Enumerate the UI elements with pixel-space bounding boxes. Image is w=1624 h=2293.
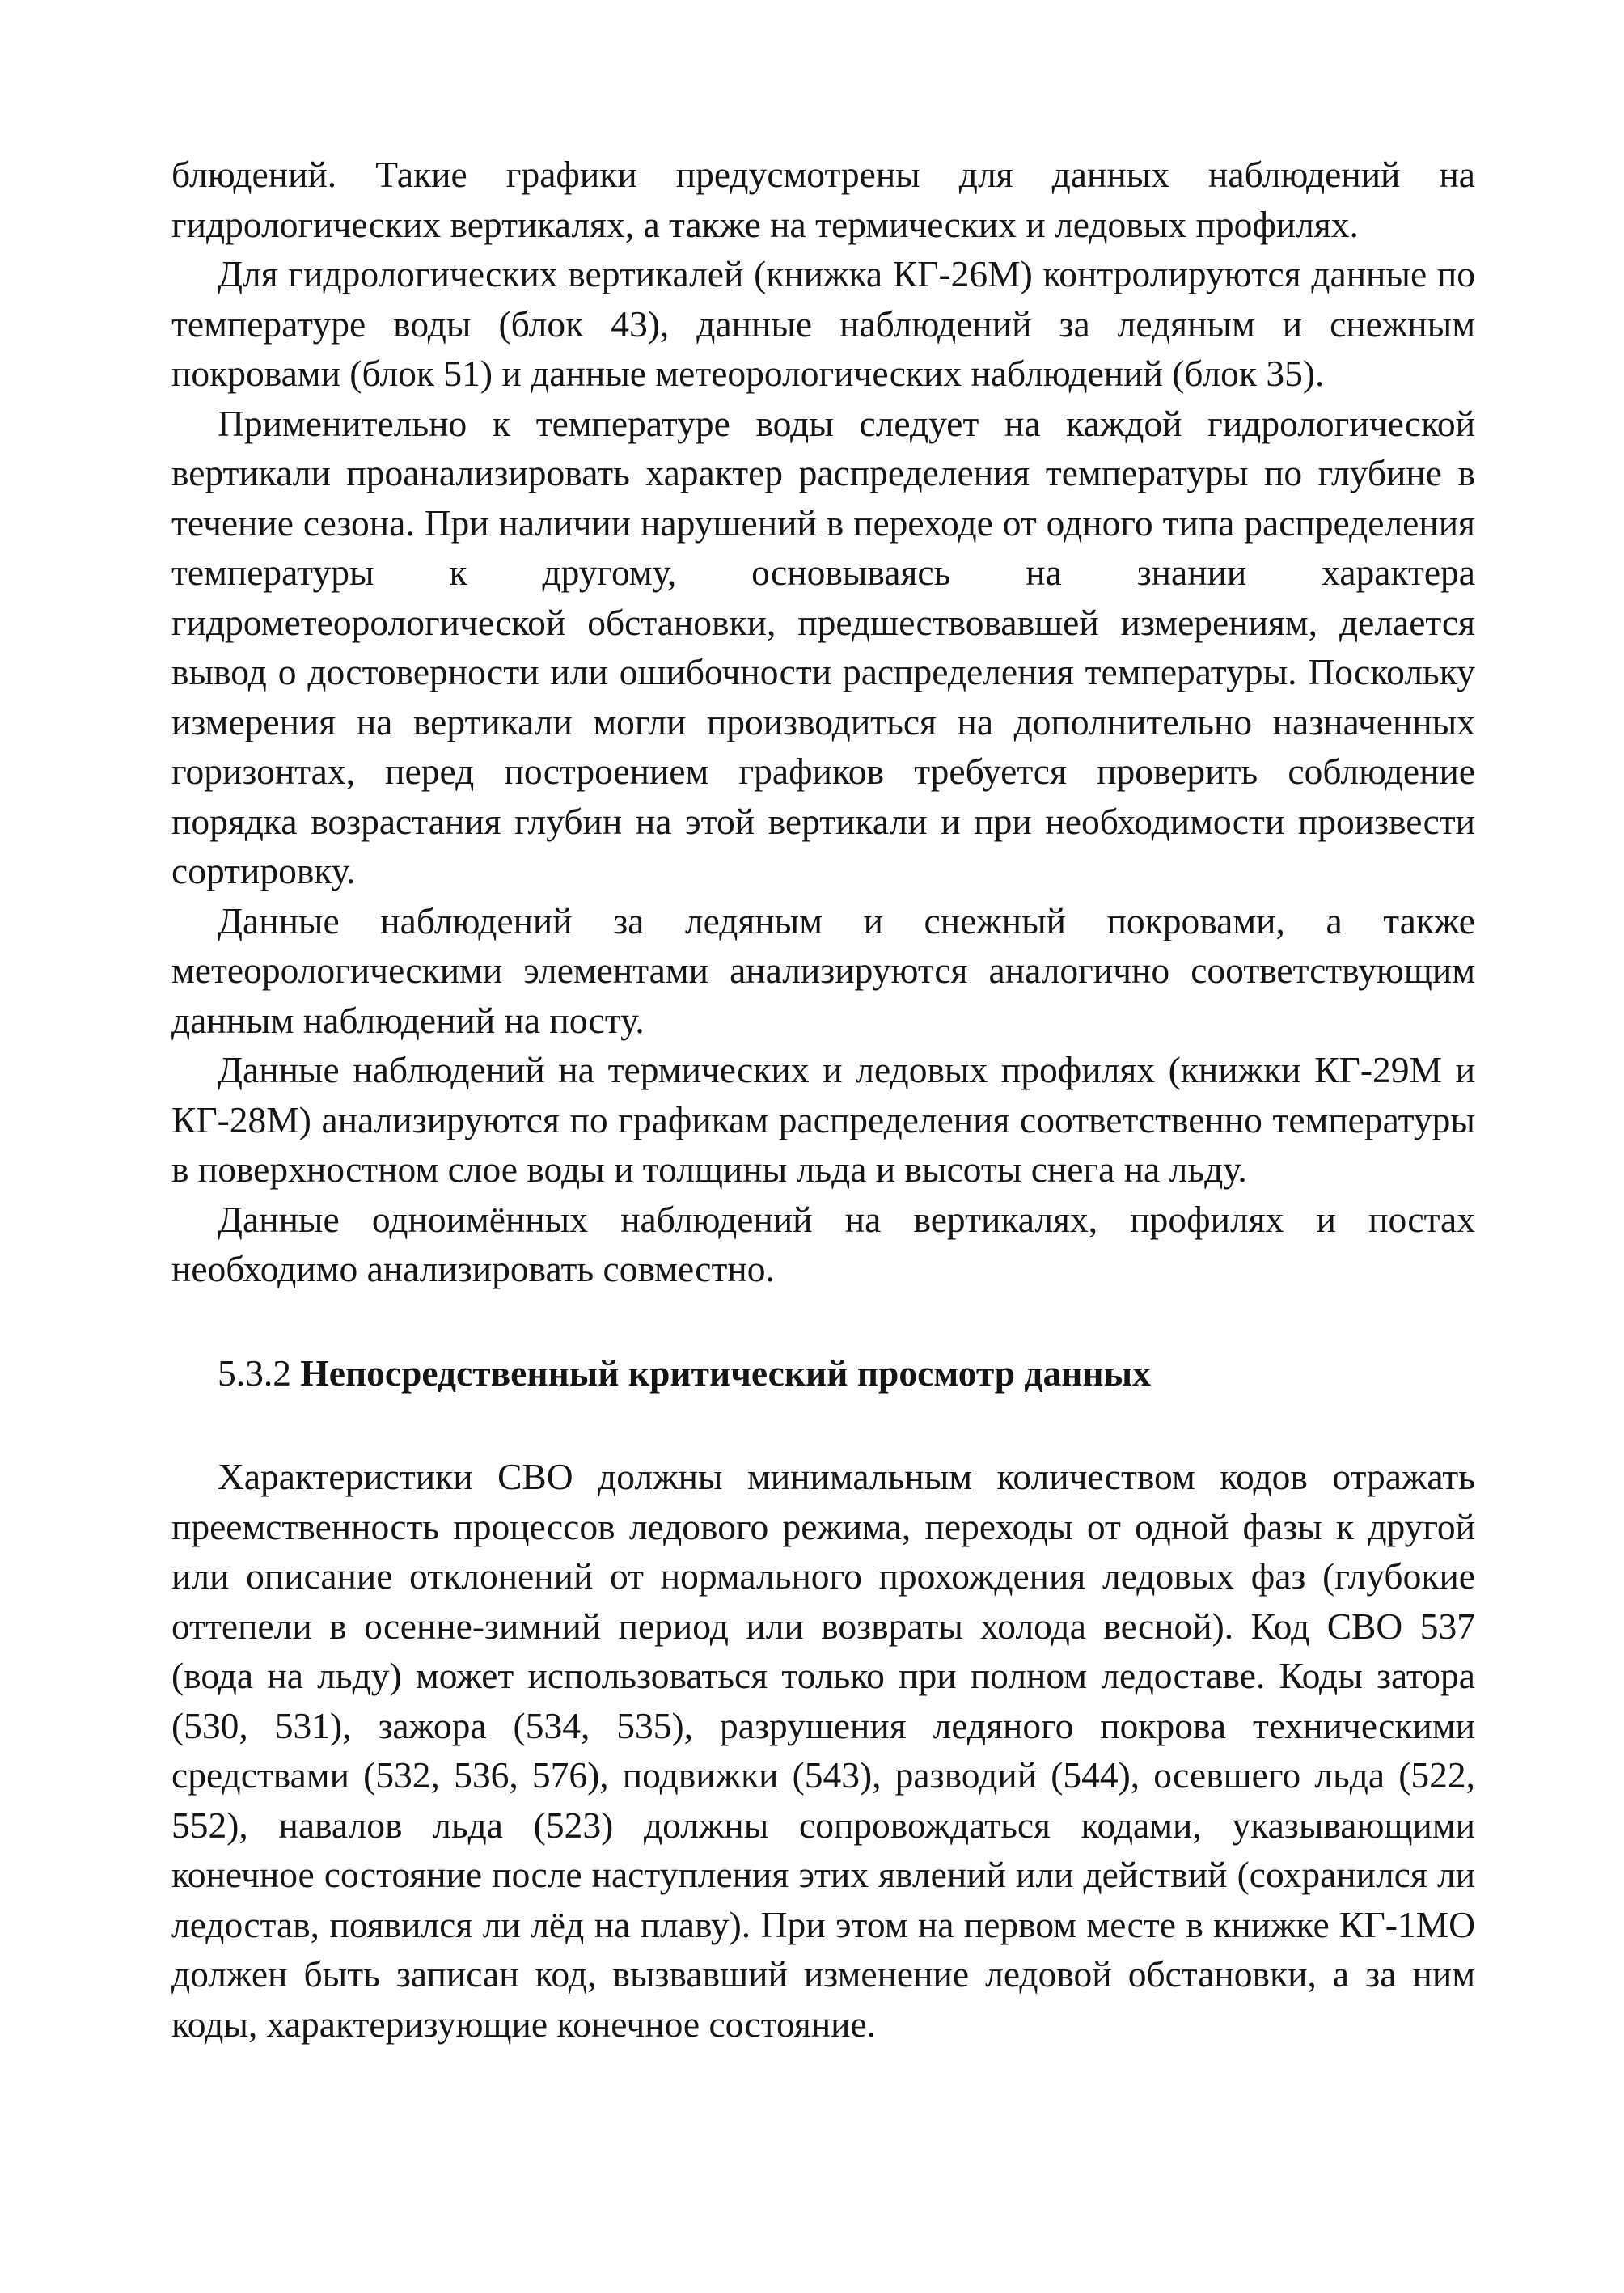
section-number: 5.3.2 (218, 1352, 291, 1394)
section-title: Непосредственный критический просмотр данных (300, 1352, 1151, 1394)
paragraph-7: Характеристики СВО должны минимальным количеством кодов отражать преемственность процессов ледового режима, переходы от одной фазы к другой или описание отклонений от нормального прохождения ледовых фаз (глубокие оттепели в осенне-зимний период или возвраты холода весной). Код СВО 537 (вода на льду) может использоваться только при полном ледоставе. Коды затора (530, 531), зажора (534, 535), разрушения ледяного покрова техническими средствами (532, 536, 576), подвижки (543), разводий (544), осевшего льда (522, 552), навалов льда (523) должны сопровождаться кодами, указывающими конечное состояние после наступления этих явлений или действий (сохранился ли ледостав, появился ли лёд на плаву). При этом на первом месте в книжке КГ-1МО должен быть записан код, вызвавший изменение ледовой обстановки, а за ним коды, характеризующие конечное состояние. (171, 1456, 1475, 2045)
paragraph-2: Для гидрологических вертикалей (книжка КГ-26М) контролируются данные по температуре воды (блок 43), данные наблюдений за ледяным и снежным покровами (блок 51) и данные метеорологических наблюдений (блок 35). (171, 253, 1475, 394)
document-page (171, 150, 1475, 2049)
paragraph-3: Применительно к температуре воды следует на каждой гидрологической вертикали проанализировать характер распределения температуры по глубине в течение сезона. При наличии нарушений в переходе от одного типа распределения температуры к другому, основываясь на знании характера гидрометеорологической обстановки, предшествовавшей измерениям, делается вывод о достоверности или ошибочности распределения температуры. Поскольку измерения на вертикали могли производиться на дополнительно назначенных горизонтах, перед построением графиков требуется проверить соблюдение порядка возрастания глубин на этой вертикали и при необходимости произвести сортировку. (171, 402, 1475, 891)
paragraph-4: Данные наблюдений за ледяным и снежный покровами, а также метеорологическими элементами анализируются аналогично соответствующим данным наблюдений на посту. (171, 899, 1475, 1041)
paragraph-6: Данные одноимённых наблюдений на вертикалях, профилях и постах необходимо анализировать совместно. (171, 1198, 1475, 1289)
paragraph-5: Данные наблюдений на термических и ледовых профилях (книжки КГ-29М и КГ-28М) анализируются по графикам распределения соответственно температуры в поверхностном слое воды и толщины льда и высоты снега на льду. (171, 1049, 1475, 1190)
section-heading (218, 1348, 1475, 1398)
paragraph-1: блюдений. Такие графики предусмотрены для данных наблюдений на гидрологических вертикалях, а также на термических и ледовых профилях. (171, 154, 1475, 245)
